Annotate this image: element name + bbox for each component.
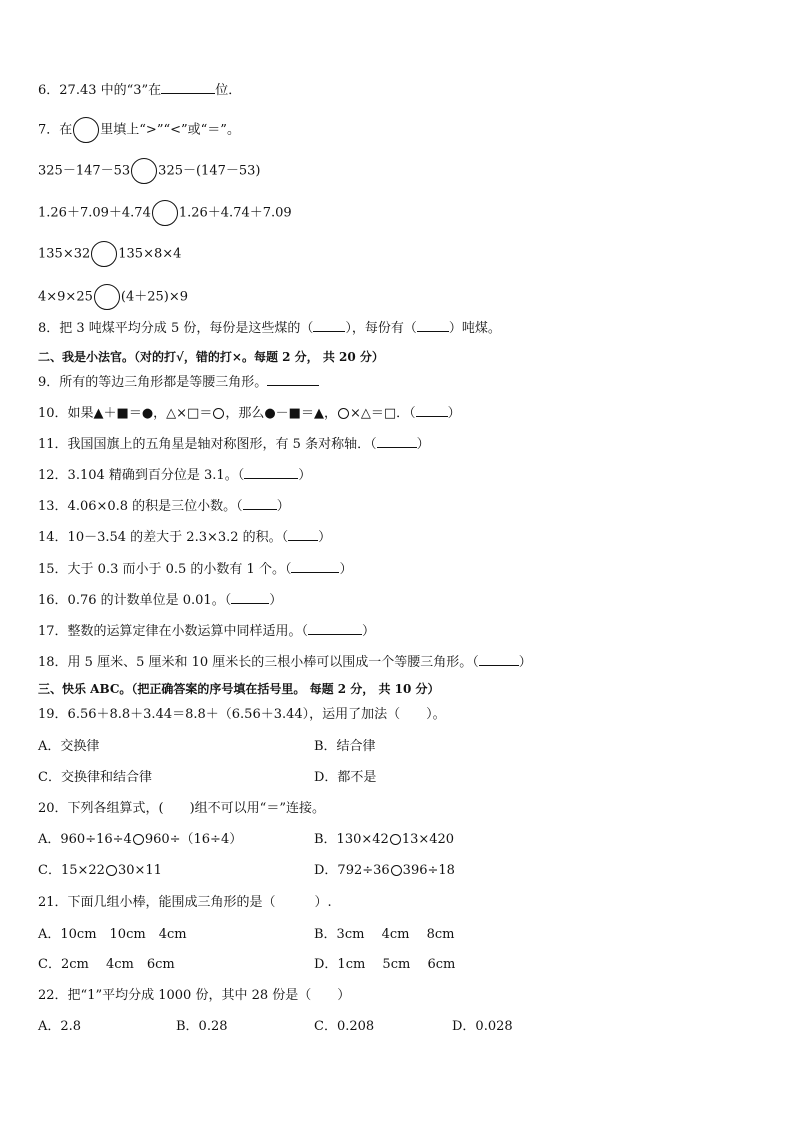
question-17 <box>38 623 375 641</box>
tf-close: ） <box>276 499 290 514</box>
circle-symbol-icon <box>338 408 349 419</box>
option-b[interactable]: B．3cm 4cm 8cm <box>314 927 455 942</box>
compare-circle-icon <box>106 865 117 876</box>
tf-text: 16．0.76 的计数单位是 0.01。（ <box>38 593 232 608</box>
compare-right: 325－(147－53) <box>158 163 261 179</box>
compare-left: 1.26＋7.09＋4.74 <box>38 205 151 221</box>
option-d[interactable]: D．0.028 <box>452 1019 513 1034</box>
tf-close: ） <box>318 530 332 545</box>
compare-answer-circle[interactable] <box>94 284 120 310</box>
q9-text: 9．所有的等边三角形都是等腰三角形。 <box>38 375 268 390</box>
question-7 <box>38 117 240 143</box>
circle-symbol-icon <box>213 408 224 419</box>
option-a[interactable]: A．交换律 <box>38 739 100 754</box>
question-14 <box>38 529 331 547</box>
compare-answer-circle[interactable] <box>91 241 117 267</box>
option-c-left: C．15×22 <box>38 863 105 878</box>
question-21: 21．下面几组小棒，能围成三角形的是（ ）. <box>38 895 332 910</box>
compare-row <box>38 158 260 184</box>
question-16 <box>38 592 282 610</box>
answer-blank[interactable] <box>479 665 519 666</box>
answer-blank[interactable] <box>244 478 298 479</box>
option-b-right: 13×420 <box>401 832 455 847</box>
tf-text: 14．10－3.54 的差大于 2.3×3.2 的积。（ <box>38 530 289 545</box>
answer-blank[interactable] <box>377 447 417 448</box>
tf-close: ） <box>416 437 430 452</box>
answer-blank[interactable] <box>313 331 345 332</box>
compare-answer-circle[interactable] <box>152 200 178 226</box>
question-10 <box>38 405 461 423</box>
option-a[interactable]: A．10cm 10cm 4cm <box>38 927 187 942</box>
option-a[interactable]: A．2.8 <box>38 1019 82 1034</box>
answer-blank[interactable] <box>267 385 319 386</box>
question-20: 20．下列各组算式，( )组不可以用“＝”连接。 <box>38 801 325 816</box>
compare-left: 4×9×25 <box>38 289 93 305</box>
question-13 <box>38 498 290 516</box>
tf-close: ） <box>298 468 312 483</box>
q10-text-mid: ，那么●－■＝▲， <box>225 406 337 421</box>
option-a[interactable] <box>38 831 242 849</box>
question-11 <box>38 436 430 454</box>
answer-blank[interactable] <box>291 572 339 573</box>
compare-row <box>38 241 181 267</box>
option-c[interactable] <box>38 862 162 880</box>
answer-blank[interactable] <box>231 603 269 604</box>
answer-blank[interactable] <box>308 634 362 635</box>
option-d[interactable]: D．都不是 <box>314 770 377 785</box>
q6-suffix: 位． <box>215 83 242 98</box>
answer-blank[interactable] <box>288 540 318 541</box>
compare-circle-icon <box>391 865 402 876</box>
tf-close: ） <box>269 593 283 608</box>
section-2-heading: 二、我是小法官。（对的打√，错的打×。每题 2 分， 共 20 分） <box>38 350 384 364</box>
section-3-heading: 三、快乐 ABC。（把正确答案的序号填在括号里。 每题 2 分， 共 10 分） <box>38 682 440 696</box>
question-6 <box>38 82 241 100</box>
compare-row <box>38 200 292 226</box>
tf-text: 15．大于 0.3 而小于 0.5 的小数有 1 个。（ <box>38 562 292 577</box>
option-b[interactable] <box>314 831 454 849</box>
q10-close: ） <box>447 406 461 421</box>
tf-text: 13．4.06×0.8 的积是三位小数。（ <box>38 499 243 514</box>
tf-text: 12．3.104 精确到百分位是 3.1。（ <box>38 468 245 483</box>
compare-answer-circle[interactable] <box>131 158 157 184</box>
compare-circle-icon <box>73 117 99 143</box>
compare-right: (4＋25)×9 <box>120 289 188 305</box>
tf-close: ） <box>518 655 532 670</box>
compare-right: 135×8×4 <box>118 246 182 262</box>
question-22: 22．把“1”平均分成 1000 份，其中 28 份是（ ） <box>38 988 351 1003</box>
tf-text: 18．用 5 厘米、5 厘米和 10 厘米长的三根小棒可以围成一个等腰三角形。（ <box>38 655 479 670</box>
option-b[interactable]: B．结合律 <box>314 739 376 754</box>
question-15 <box>38 561 352 579</box>
option-b-left: B．130×42 <box>314 832 389 847</box>
compare-circle-icon <box>133 834 144 845</box>
answer-blank[interactable] <box>416 416 448 417</box>
option-d[interactable] <box>314 862 455 880</box>
q10-text-end: ×△＝□．（ <box>349 406 416 421</box>
q7-text: 7．在 <box>38 122 73 138</box>
option-a-left: A．960÷16÷4 <box>38 832 132 847</box>
option-c-right: 30×11 <box>117 863 162 878</box>
tf-text: 17．整数的运算定律在小数运算中同样适用。（ <box>38 624 309 639</box>
option-c[interactable]: C．交换律和结合律 <box>38 770 152 785</box>
compare-left: 135×32 <box>38 246 91 262</box>
compare-row <box>38 284 188 310</box>
compare-left: 325－147－53 <box>38 163 131 179</box>
answer-blank[interactable] <box>243 509 277 510</box>
question-12 <box>38 467 311 485</box>
q10-text: 10．如果▲＋■＝●，△×□＝ <box>38 406 213 421</box>
option-a-right: 960÷（16÷4） <box>144 832 243 847</box>
option-d[interactable]: D．1cm 5cm 6cm <box>314 957 456 972</box>
question-19: 19．6.56＋8.8＋3.44＝8.8＋（6.56＋3.44），运用了加法（ ）。 <box>38 707 446 722</box>
option-c[interactable]: C．0.208 <box>314 1019 375 1034</box>
tf-close: ） <box>339 562 353 577</box>
option-b[interactable]: B．0.28 <box>176 1019 228 1034</box>
option-c[interactable]: C．2cm 4cm 6cm <box>38 957 175 972</box>
q8-text-end: ）吨煤。 <box>448 321 501 336</box>
q7-instruction: 里填上“>”“<”或“＝”。 <box>100 122 240 138</box>
option-d-right: 396÷18 <box>402 863 455 878</box>
question-18 <box>38 654 532 672</box>
answer-blank[interactable] <box>417 331 449 332</box>
option-d-left: D．792÷36 <box>314 863 390 878</box>
q6-text: 6．27.43 中的“3”在 <box>38 83 162 98</box>
question-8 <box>38 320 501 338</box>
q8-text: 8．把 3 吨煤平均分成 5 份，每份是这些煤的（ <box>38 321 314 336</box>
tf-close: ） <box>362 624 376 639</box>
answer-blank[interactable] <box>161 93 215 94</box>
tf-text: 11．我国国旗上的五角星是轴对称图形，有 5 条对称轴．（ <box>38 437 377 452</box>
q8-text-mid: ），每份有（ <box>345 321 417 336</box>
question-9 <box>38 374 319 392</box>
compare-circle-icon <box>390 834 401 845</box>
compare-right: 1.26＋4.74＋7.09 <box>178 205 292 221</box>
